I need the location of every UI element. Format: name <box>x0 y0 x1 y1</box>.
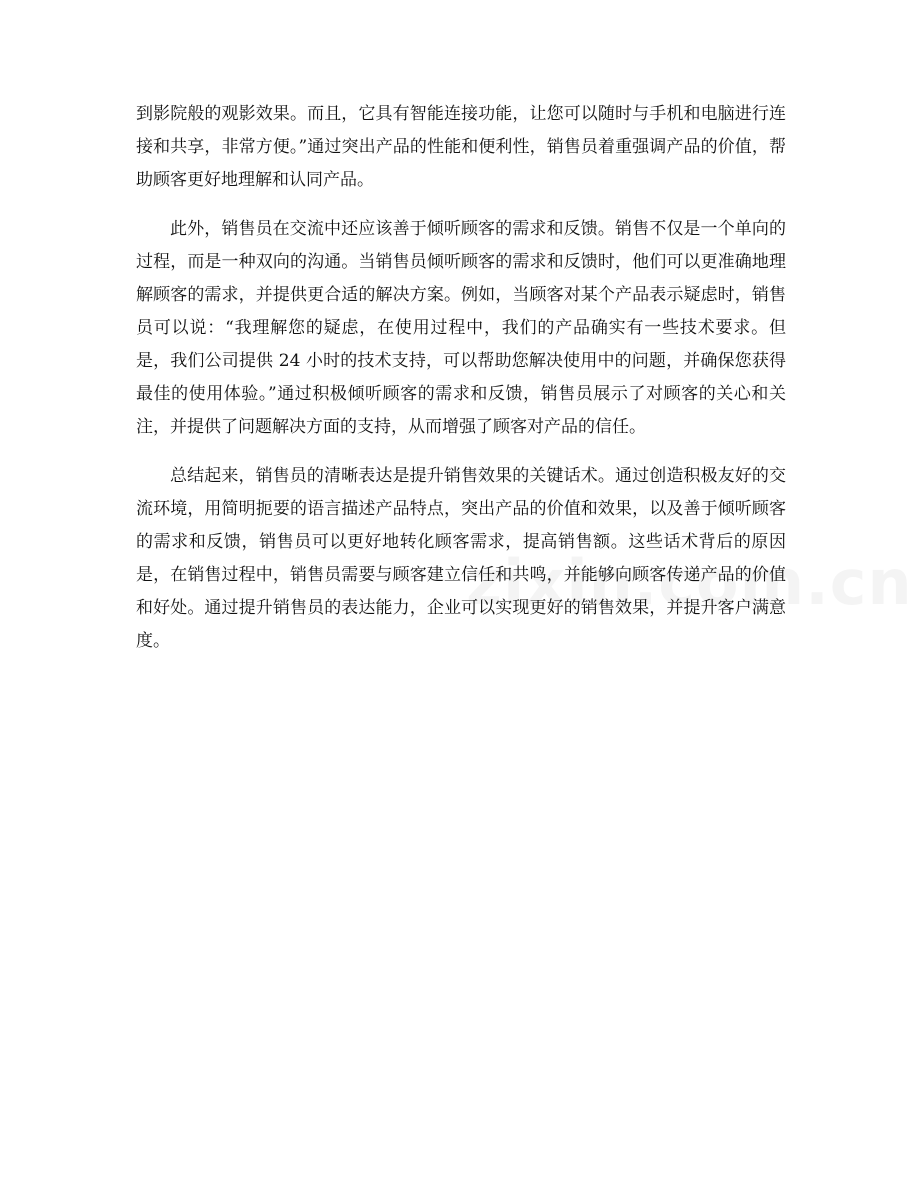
paragraph-1: 到影院般的观影效果。而且，它具有智能连接功能，让您可以随时与手机和电脑进行连接和共享，非常方便。”通过突出产品的性能和便利性，销售员着重强调产品的价值，帮助顾客更好地理解和认同产品。 <box>136 104 786 190</box>
paragraph-2: 此外，销售员在交流中还应该善于倾听顾客的需求和反馈。销售不仅是一个单向的过程，而是一种双向的沟通。当销售员倾听顾客的需求和反馈时，他们可以更准确地理解顾客的需求，并提供更合适的解决方案。例如，当顾客对某个产品表示疑虑时，销售员可以说：“我理解您的疑虑，在使用过程中，我们的产品确实有一些技术要求。但是，我们公司提供 24 小时的技术支持，可以帮助您解决使用中的问题，并确保您获得最佳的使用体验。”通过积极倾听顾客的需求和反馈，销售员展示了对顾客的关心和关注，并提供了问题解决方面的支持，从而增强了顾客对产品的信任。 <box>136 219 786 437</box>
document-body <box>136 98 786 674</box>
paragraph-3: 总结起来，销售员的清晰表达是提升销售效果的关键话术。通过创造积极友好的交流环境，用简明扼要的语言描述产品特点，突出产品的价值和效果，以及善于倾听顾客的需求和反馈，销售员可以更好地转化顾客需求，提高销售额。这些话术背后的原因是，在销售过程中，销售员需要与顾客建立信任和共鸣，并能够向顾客传递产品的价值和好处。通过提升销售员的表达能力，企业可以实现更好的销售效果，并提升客户满意度。 <box>136 466 786 651</box>
